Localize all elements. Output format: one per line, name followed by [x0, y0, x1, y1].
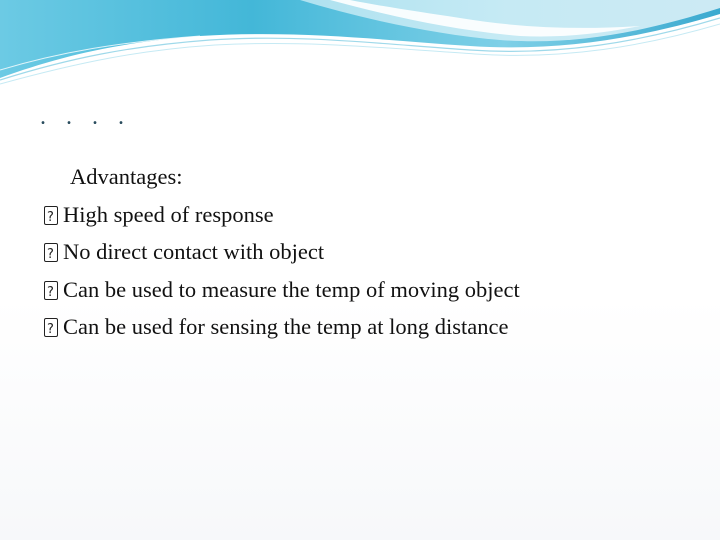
missing-glyph-icon — [44, 206, 58, 225]
slide-title: . . . . — [40, 104, 131, 130]
header-wave-decoration — [0, 0, 720, 90]
bullet-item — [44, 196, 684, 234]
bullet-text: High speed of response — [63, 201, 274, 227]
bullet-text: Can be used to measure the temp of moving object — [63, 276, 520, 302]
advantages-heading: Advantages: — [70, 164, 183, 189]
bullet-item — [44, 308, 684, 346]
missing-glyph-icon — [44, 281, 58, 300]
missing-glyph-icon — [44, 318, 58, 337]
slide-content — [44, 158, 684, 346]
bullet-item — [44, 233, 684, 271]
missing-glyph-icon — [44, 243, 58, 262]
bullet-text: Can be used for sensing the temp at long distance — [63, 314, 509, 339]
bullet-text: No direct contact with object — [63, 239, 325, 264]
bullet-item — [44, 271, 684, 309]
